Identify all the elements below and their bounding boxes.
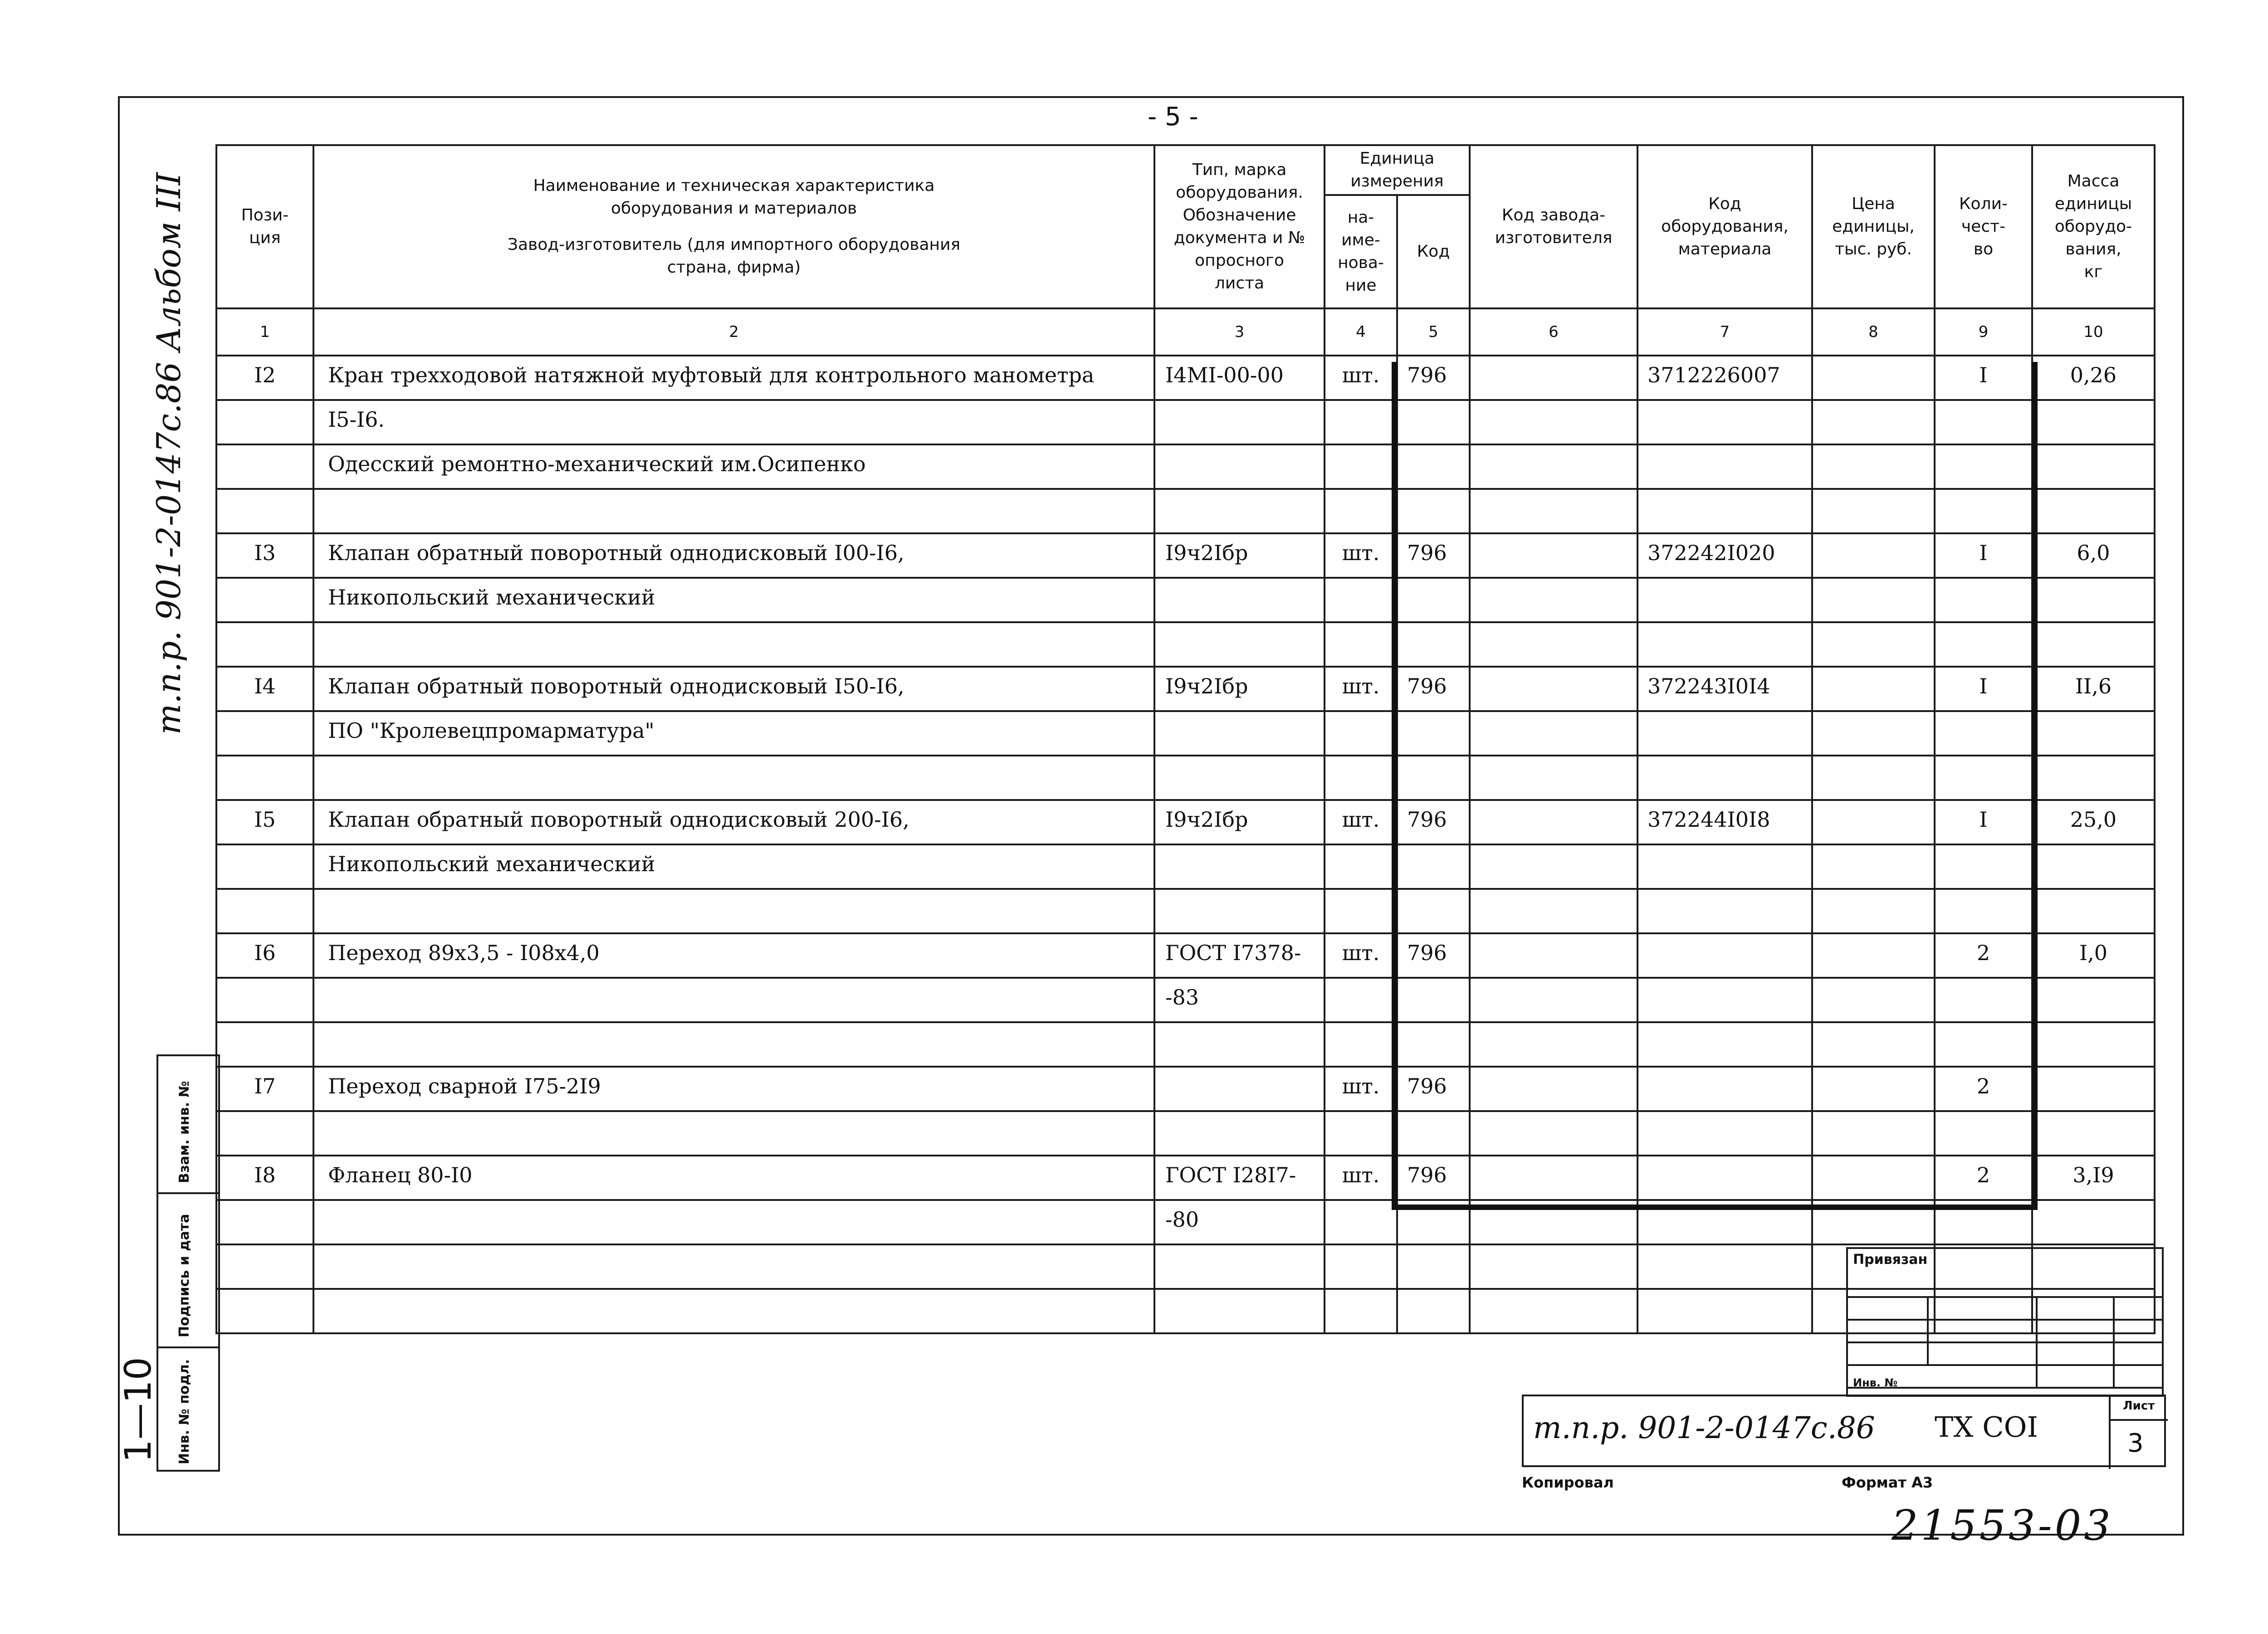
row-material-code	[1637, 444, 1812, 489]
table-row	[216, 489, 2155, 533]
row-factory-code	[1470, 578, 1637, 622]
row-mass	[2032, 711, 2155, 756]
row-type	[1154, 756, 1325, 800]
row-quantity: I	[1935, 800, 2032, 844]
header-mass: Масса единицы оборудо- вания, кг	[2032, 145, 2155, 308]
row-unit-name: шт.	[1325, 667, 1397, 711]
row-unit-code: 796	[1397, 1156, 1470, 1200]
column-number: 1	[216, 308, 313, 356]
row-name	[313, 1111, 1154, 1156]
side-number: 1—10	[117, 1357, 159, 1463]
row-unit-name	[1325, 1200, 1397, 1244]
header-name	[313, 145, 1154, 308]
row-name	[313, 1200, 1154, 1244]
row-material-code	[1637, 844, 1812, 889]
row-unit-name	[1325, 578, 1397, 622]
row-factory-code	[1470, 1200, 1637, 1244]
column-number: 10	[2032, 308, 2155, 356]
row-mass: 3,I9	[2032, 1156, 2155, 1200]
row-quantity	[1935, 844, 2032, 889]
margin-cell-replaced	[158, 1056, 218, 1194]
row-material-code: 3712226007	[1637, 356, 1812, 400]
row-unit-code	[1397, 489, 1470, 533]
stamp-document-code: т.п.р. 901-2-0147с.86	[1533, 1410, 1875, 1445]
row-material-code	[1637, 489, 1812, 533]
row-quantity: I	[1935, 667, 2032, 711]
row-material-code	[1637, 1200, 1812, 1244]
row-material-code: 372243I0I4	[1637, 667, 1812, 711]
table-row	[216, 444, 2155, 489]
row-unit-code	[1397, 889, 1470, 933]
row-quantity	[1935, 578, 2032, 622]
row-price	[1812, 1200, 1935, 1244]
row-material-code	[1637, 978, 1812, 1022]
page-number: - 5 -	[1148, 102, 1198, 132]
column-number: 5	[1397, 308, 1470, 356]
row-factory-code	[1470, 667, 1637, 711]
header-name-line1: Наименование и техническая характеристика	[533, 176, 935, 195]
row-position	[216, 889, 313, 933]
row-price	[1812, 800, 1935, 844]
row-price	[1812, 978, 1935, 1022]
row-mass: 25,0	[2032, 800, 2155, 844]
row-unit-code	[1397, 844, 1470, 889]
row-position: I5	[216, 800, 313, 844]
row-factory-code	[1470, 400, 1637, 444]
row-name	[313, 1289, 1154, 1333]
row-quantity	[1935, 1200, 2032, 1244]
row-type	[1154, 1111, 1325, 1156]
row-position	[216, 1289, 313, 1333]
row-position	[216, 711, 313, 756]
row-type: I9ч2Iбр	[1154, 800, 1325, 844]
row-quantity	[1935, 889, 2032, 933]
row-unit-name	[1325, 400, 1397, 444]
copied-label: Копировал	[1522, 1474, 1614, 1491]
row-unit-name: шт.	[1325, 1156, 1397, 1200]
row-price	[1812, 533, 1935, 578]
row-position	[216, 400, 313, 444]
row-factory-code	[1470, 844, 1637, 889]
column-number: 2	[313, 308, 1154, 356]
row-unit-name	[1325, 1022, 1397, 1067]
row-type: -83	[1154, 978, 1325, 1022]
margin-label-signed: Подпись и дата	[176, 1214, 192, 1337]
header-type: Тип, марка оборудования. Обозначение документа и № опросного листа	[1154, 145, 1325, 308]
row-unit-code	[1397, 1022, 1470, 1067]
row-name: Кран трехходовой натяжной муфтовый для контрольного манометра	[313, 356, 1154, 400]
row-factory-code	[1470, 622, 1637, 667]
row-quantity: I	[1935, 356, 2032, 400]
row-price	[1812, 622, 1935, 667]
header-unit-group: Единица измерения	[1325, 145, 1470, 195]
table-row	[216, 356, 2155, 400]
row-position	[216, 756, 313, 800]
row-type: I9ч2Iбр	[1154, 667, 1325, 711]
row-type	[1154, 578, 1325, 622]
row-position: I7	[216, 1067, 313, 1111]
header-name-line4: страна, фирма)	[667, 258, 801, 277]
row-material-code	[1637, 1067, 1812, 1111]
row-mass: 0,26	[2032, 356, 2155, 400]
row-unit-code	[1397, 1200, 1470, 1244]
column-number: 7	[1637, 308, 1812, 356]
table-row	[216, 1067, 2155, 1111]
row-mass	[2032, 1200, 2155, 1244]
table-row	[216, 933, 2155, 978]
row-type: -80	[1154, 1200, 1325, 1244]
row-price	[1812, 667, 1935, 711]
column-number: 3	[1154, 308, 1325, 356]
binding-grid	[1846, 1247, 2164, 1397]
row-name	[313, 622, 1154, 667]
table-row	[216, 978, 2155, 1022]
row-price	[1812, 711, 1935, 756]
row-type	[1154, 1289, 1325, 1333]
row-mass	[2032, 1022, 2155, 1067]
row-unit-name: шт.	[1325, 800, 1397, 844]
row-unit-name	[1325, 489, 1397, 533]
header-unit-name: на- име- нова- ние	[1325, 195, 1397, 308]
row-unit-code: 796	[1397, 356, 1470, 400]
row-factory-code	[1470, 1111, 1637, 1156]
row-mass: 6,0	[2032, 533, 2155, 578]
archive-number: 21553-03	[1892, 1501, 2113, 1550]
row-quantity: 2	[1935, 933, 2032, 978]
row-unit-code	[1397, 1289, 1470, 1333]
row-position	[216, 1244, 313, 1289]
row-material-code	[1637, 756, 1812, 800]
row-price	[1812, 444, 1935, 489]
row-name	[313, 978, 1154, 1022]
row-name	[313, 889, 1154, 933]
margin-label-inv: Инв. № подл.	[176, 1359, 192, 1464]
row-price	[1812, 489, 1935, 533]
table-row	[216, 533, 2155, 578]
row-name	[313, 1022, 1154, 1067]
header-position: Пози- ция	[216, 145, 313, 308]
margin-cell-inv	[158, 1346, 218, 1470]
row-quantity	[1935, 1111, 2032, 1156]
table-row	[216, 756, 2155, 800]
header-quantity: Коли- чест- во	[1935, 145, 2032, 308]
row-type	[1154, 489, 1325, 533]
table-row	[216, 844, 2155, 889]
sheet-label: Лист	[2123, 1399, 2155, 1413]
header-factory-code: Код завода- изготовителя	[1470, 145, 1637, 308]
header-unit-code: Код	[1397, 195, 1470, 308]
header-material-code: Код оборудования, материала	[1637, 145, 1812, 308]
row-price	[1812, 1022, 1935, 1067]
table-row	[216, 578, 2155, 622]
row-position	[216, 978, 313, 1022]
row-position	[216, 489, 313, 533]
row-position	[216, 844, 313, 889]
row-name	[313, 756, 1154, 800]
row-material-code	[1637, 1244, 1812, 1289]
stamp-divider	[2109, 1419, 2168, 1421]
row-type: I4MI-00-00	[1154, 356, 1325, 400]
row-unit-name	[1325, 978, 1397, 1022]
row-material-code	[1637, 1111, 1812, 1156]
row-factory-code	[1470, 1022, 1637, 1067]
row-position	[216, 578, 313, 622]
row-price	[1812, 400, 1935, 444]
row-mass	[2032, 978, 2155, 1022]
row-quantity	[1935, 622, 2032, 667]
row-position: I3	[216, 533, 313, 578]
row-factory-code	[1470, 489, 1637, 533]
table-row	[216, 1022, 2155, 1067]
binding-inv-label: Инв. №	[1853, 1376, 1898, 1389]
row-factory-code	[1470, 1244, 1637, 1289]
row-mass	[2032, 844, 2155, 889]
row-mass	[2032, 889, 2155, 933]
row-name: Фланец 80-I0	[313, 1156, 1154, 1200]
row-unit-code	[1397, 400, 1470, 444]
margin-cell-signed	[158, 1192, 218, 1348]
column-number: 9	[1935, 308, 2032, 356]
table-row	[216, 667, 2155, 711]
row-name: ПО "Кролевецпромарматура"	[313, 711, 1154, 756]
row-unit-name	[1325, 622, 1397, 667]
row-material-code	[1637, 1022, 1812, 1067]
row-material-code: 372244I0I8	[1637, 800, 1812, 844]
row-type: I9ч2Iбр	[1154, 533, 1325, 578]
row-unit-name	[1325, 889, 1397, 933]
row-factory-code	[1470, 533, 1637, 578]
row-position	[216, 1200, 313, 1244]
row-mass	[2032, 1067, 2155, 1111]
row-mass	[2032, 578, 2155, 622]
row-unit-code	[1397, 756, 1470, 800]
row-factory-code	[1470, 711, 1637, 756]
row-factory-code	[1470, 756, 1637, 800]
row-position	[216, 1022, 313, 1067]
table-row	[216, 1156, 2155, 1200]
row-unit-code	[1397, 1244, 1470, 1289]
row-material-code	[1637, 622, 1812, 667]
row-name: Никопольский механический	[313, 578, 1154, 622]
row-price	[1812, 844, 1935, 889]
column-number: 4	[1325, 308, 1397, 356]
row-unit-code: 796	[1397, 933, 1470, 978]
row-factory-code	[1470, 800, 1637, 844]
row-factory-code	[1470, 933, 1637, 978]
row-type	[1154, 1244, 1325, 1289]
row-unit-name: шт.	[1325, 356, 1397, 400]
row-mass	[2032, 489, 2155, 533]
header-price: Цена единицы, тыс. руб.	[1812, 145, 1935, 308]
sheet-number: 3	[2127, 1429, 2144, 1458]
row-material-code	[1637, 711, 1812, 756]
row-unit-name	[1325, 711, 1397, 756]
row-factory-code	[1470, 1156, 1637, 1200]
binding-title: Привязан	[1853, 1252, 1928, 1268]
row-unit-code	[1397, 622, 1470, 667]
header-name-line2: оборудования и материалов	[611, 199, 857, 218]
row-unit-name: шт.	[1325, 533, 1397, 578]
row-type	[1154, 444, 1325, 489]
stamp-sheet-code: ТХ СОI	[1935, 1410, 2038, 1444]
row-quantity	[1935, 444, 2032, 489]
row-unit-code: 796	[1397, 533, 1470, 578]
format-label: Формат А3	[1842, 1474, 1933, 1491]
row-factory-code	[1470, 978, 1637, 1022]
table-row	[216, 800, 2155, 844]
row-name	[313, 489, 1154, 533]
row-unit-name	[1325, 1244, 1397, 1289]
row-name: Клапан обратный поворотный однодисковый 200-I6,	[313, 800, 1154, 844]
row-type	[1154, 889, 1325, 933]
margin-label-replaced: Взам. инв. №	[176, 1081, 192, 1183]
row-mass: I,0	[2032, 933, 2155, 978]
row-factory-code	[1470, 356, 1637, 400]
row-position	[216, 444, 313, 489]
row-type	[1154, 1022, 1325, 1067]
row-unit-name	[1325, 756, 1397, 800]
row-unit-code	[1397, 444, 1470, 489]
specification-table	[215, 144, 2156, 1334]
table-row	[216, 711, 2155, 756]
row-unit-code: 796	[1397, 1067, 1470, 1111]
row-mass	[2032, 1111, 2155, 1156]
row-name	[313, 1244, 1154, 1289]
row-unit-name	[1325, 1289, 1397, 1333]
row-price	[1812, 578, 1935, 622]
row-type	[1154, 622, 1325, 667]
row-unit-name	[1325, 1111, 1397, 1156]
row-quantity	[1935, 1022, 2032, 1067]
row-unit-name: шт.	[1325, 933, 1397, 978]
row-name: Клапан обратный поворотный однодисковый I50-I6,	[313, 667, 1154, 711]
column-number: 6	[1470, 308, 1637, 356]
row-position: I8	[216, 1156, 313, 1200]
row-mass	[2032, 400, 2155, 444]
table-row	[216, 1111, 2155, 1156]
margin-strip	[156, 1054, 220, 1472]
row-quantity: 2	[1935, 1156, 2032, 1200]
row-unit-code	[1397, 711, 1470, 756]
row-material-code: 372242I020	[1637, 533, 1812, 578]
row-material-code	[1637, 1156, 1812, 1200]
column-number: 8	[1812, 308, 1935, 356]
row-quantity	[1935, 400, 2032, 444]
row-mass	[2032, 756, 2155, 800]
table-row	[216, 622, 2155, 667]
row-price	[1812, 1067, 1935, 1111]
row-unit-code	[1397, 978, 1470, 1022]
header-name-line3: Завод-изготовитель (для импортного оборудования	[507, 235, 961, 254]
table-row	[216, 889, 2155, 933]
side-note: т.п.р. 901-2-0147с.86 Альбом III	[150, 172, 188, 735]
row-unit-name	[1325, 844, 1397, 889]
row-price	[1812, 756, 1935, 800]
row-unit-code: 796	[1397, 800, 1470, 844]
specification-rows	[216, 356, 2155, 1333]
row-name: Одесский ремонтно-механический им.Осипенко	[313, 444, 1154, 489]
row-material-code	[1637, 889, 1812, 933]
row-factory-code	[1470, 889, 1637, 933]
row-price	[1812, 889, 1935, 933]
row-position: I6	[216, 933, 313, 978]
row-factory-code	[1470, 444, 1637, 489]
row-quantity: I	[1935, 533, 2032, 578]
row-position: I2	[216, 356, 313, 400]
table-row	[216, 400, 2155, 444]
row-mass	[2032, 622, 2155, 667]
row-quantity: 2	[1935, 1067, 2032, 1111]
row-price	[1812, 1156, 1935, 1200]
row-type	[1154, 711, 1325, 756]
table-row	[216, 1200, 2155, 1244]
row-position: I4	[216, 667, 313, 711]
row-unit-code: 796	[1397, 667, 1470, 711]
row-unit-code	[1397, 578, 1470, 622]
row-quantity	[1935, 711, 2032, 756]
row-type: ГОСТ I7378-	[1154, 933, 1325, 978]
row-type	[1154, 400, 1325, 444]
row-unit-name: шт.	[1325, 1067, 1397, 1111]
row-unit-name	[1325, 444, 1397, 489]
row-name: Переход сварной I75-2I9	[313, 1067, 1154, 1111]
row-material-code	[1637, 933, 1812, 978]
binding-block	[1846, 1247, 2164, 1397]
row-factory-code	[1470, 1289, 1637, 1333]
row-quantity	[1935, 978, 2032, 1022]
row-position	[216, 1111, 313, 1156]
row-quantity	[1935, 489, 2032, 533]
row-quantity	[1935, 756, 2032, 800]
row-mass: II,6	[2032, 667, 2155, 711]
row-type	[1154, 844, 1325, 889]
stamp-divider	[2109, 1396, 2111, 1469]
row-name: Клапан обратный поворотный однодисковый I00-I6,	[313, 533, 1154, 578]
column-number-row	[216, 308, 2155, 356]
row-factory-code	[1470, 1067, 1637, 1111]
row-type: ГОСТ I28I7-	[1154, 1156, 1325, 1200]
row-type	[1154, 1067, 1325, 1111]
row-price	[1812, 1111, 1935, 1156]
row-material-code	[1637, 578, 1812, 622]
row-price	[1812, 356, 1935, 400]
row-name: Переход 89x3,5 - I08x4,0	[313, 933, 1154, 978]
row-material-code	[1637, 1289, 1812, 1333]
row-price	[1812, 933, 1935, 978]
row-mass	[2032, 444, 2155, 489]
row-unit-code	[1397, 1111, 1470, 1156]
row-name: Никопольский механический	[313, 844, 1154, 889]
row-position	[216, 622, 313, 667]
row-name: I5-I6.	[313, 400, 1154, 444]
row-material-code	[1637, 400, 1812, 444]
